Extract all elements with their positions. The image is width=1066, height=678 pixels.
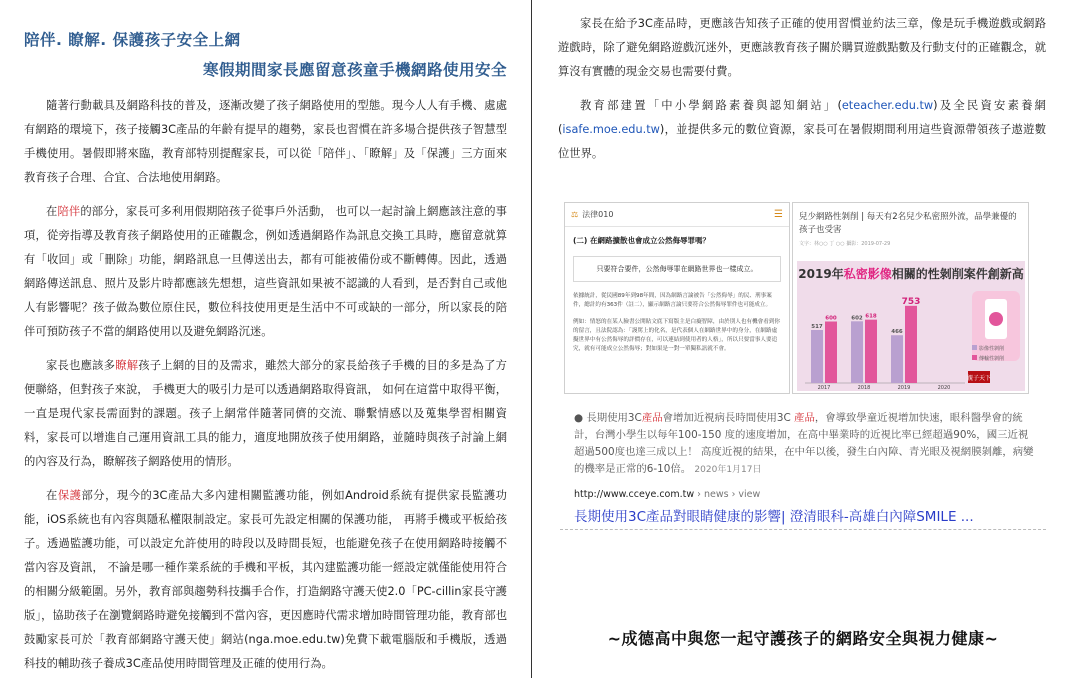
keyword-companion: 陪伴 <box>57 205 81 218</box>
legend-b-label: 傳輸性剝削 <box>979 356 1005 362</box>
keyword-protect: 保護 <box>57 489 82 502</box>
article-title: 陪伴. 瞭解. 保護孩子安全上網 <box>24 31 241 49</box>
chart-data-label: 600 <box>825 315 837 322</box>
legend-a-label: 影像性剝削 <box>979 346 1005 352</box>
chart-bar <box>825 322 837 384</box>
chart-data-label: 517 <box>811 324 823 331</box>
search-url[interactable]: http://www.cceye.com.tw › news › view <box>574 489 761 500</box>
law-question: (二) 在網路擴散也會成立公然侮辱罪嗎？ <box>573 236 710 245</box>
chart-bar <box>811 330 823 383</box>
chart-bar <box>905 306 917 383</box>
chart-svg <box>797 261 1025 391</box>
chart-bar <box>851 321 863 383</box>
chart-tick-label: 2020 <box>937 385 951 391</box>
chart-tick-label: 2018 <box>857 385 871 391</box>
paragraph-intro: 隨著行動載具及網路科技的普及，逐漸改變了孩子網路使用的型態。現今人人有手機、處處有網路的環境下，孩子接觸3C產品的年齡有提早的趨勢，家長也習慣在許多場合提供孩子智慧型手機使用。暑假即將來臨，教育部特別提醒家長，可以從「陪伴」、「瞭解」及「保護」三方面來教育孩子合理、合宜、合法地使用網路。 <box>24 99 507 184</box>
keyword-understand: 瞭解 <box>115 359 139 372</box>
chart-tick-label: 2019 <box>897 385 911 391</box>
phone-face-icon <box>989 312 1003 326</box>
legend-a-swatch <box>972 345 977 350</box>
law-body-1: 依據統計，從民國89年到98年間，因為網路言論被告「公然侮辱」的民、刑事案件，總計約有363件（註二），顯示網路言論只要符合公然侮辱罪件也可能成立。 <box>573 293 772 308</box>
chart-title: 2019年私密影像相關的性剝削案件創新高 <box>798 267 1024 281</box>
stat-chart <box>797 261 1025 391</box>
chart-bar <box>891 335 903 383</box>
exploitation-stat-image <box>792 202 1029 394</box>
legend-b-swatch <box>972 355 977 360</box>
stat-byline: 文字：林○○ 丁 ○○ 攝影：2019-07-29 <box>799 241 891 247</box>
chart-tick-label: 2017 <box>817 385 831 391</box>
isafe-link[interactable]: isafe.moe.edu.tw <box>562 123 660 136</box>
chart-data-label: 602 <box>851 315 863 322</box>
bullet-icon: ● <box>574 412 587 424</box>
law-article-image <box>564 202 790 394</box>
stat-headline: 兒少網路性剝削 | 每天有2名兒少私密照外流，品學兼優的孩子也受害 <box>799 212 1017 235</box>
left-column <box>0 0 531 678</box>
paragraph-rules: 家長在給予3C產品時，更應該告知孩子正確的使用習慣並約法三章，像是玩手機遊戲或網路遊戲時，除了避免網路遊戲沉迷外，更應該教育孩子關於購買遊戲點數及行動支付的正確觀念，就算沒有實體的現金交易也需要付費。 <box>558 17 1046 78</box>
law-logo-text: 法律010 <box>582 210 614 219</box>
chart-bar <box>865 320 877 383</box>
search-snippet: ● 長期使用3C產品會增加近視病長時間使用3C 產品，會導致學童近視增加快速，眼科醫學會的統計，台灣小學生以每年100-150 度的速度增加，在高中畢業時的近視比率已經超過90%，國三近視超過500度也達三成以上！ 高度近視的結果，在中年以後，發生白內障、青光眼及視網膜剝離，病變的機率是正常的6-10倍。 2020年1月17日 <box>574 412 1034 475</box>
column-divider <box>531 0 532 678</box>
law-logo-icon: ⚖ <box>571 210 579 219</box>
badge-text: 親子天下 <box>966 375 992 382</box>
search-result <box>560 398 1046 530</box>
eteacher-link[interactable]: eteacher.edu.tw <box>841 99 934 112</box>
article-subtitle: 寒假期間家長應留意孩童手機網路使用安全 <box>202 61 507 79</box>
menu-icon: ☰ <box>774 209 783 220</box>
search-result-title-link[interactable]: 長期使用3C產品對眼睛健康的影響| 澄清眼科-高雄白內障SMILE ... <box>574 509 974 525</box>
chart-data-label: 466 <box>891 329 903 336</box>
right-column <box>534 0 1066 678</box>
paragraph-understand: 家長也應該多瞭解孩子上網的目的及需求，雖然大部分的家長給孩子手機的目的多是為了方便聯絡，但對孩子來說， 手機更大的吸引力是可以透過網路取得資訊， 如何在這當中取得平衡，一直是現代家長需面對的課題。孩子上網常伴隨著同儕的交流、聯繫情感以及蒐集學習相關資料，家長可以增進自己運用資訊工具的能力，適度地開放孩子使用網路，並隨時與孩子討論上網的內容及行為，瞭解孩子網路使用的情形。 <box>24 359 507 468</box>
chart-data-label: 618 <box>865 313 877 320</box>
closing-slogan: ~成德高中與您一起守護孩子的網路安全與視力健康~ <box>607 629 999 648</box>
chart-data-label: 753 <box>901 296 921 307</box>
paragraph-companion: 在陪伴的部分，家長可多利用假期陪孩子從事戶外活動， 也可以一起討論上網應該注意的事項，從旁指導及教育孩子網路使用的正確觀念，例如透過網路作為訊息交換工具時，應留意就算有「收回」或「刪除」功能，網路訊息一旦傳送出去，都有可能被備份或不斷轉傳。因此，透過網路傳送訊息、照片及影片時都應該先想想，這些資訊如果被不認識的人看到，是否對自己或他人有影響呢？孩子做為數位原住民，數位科技使用更是生活中不可或缺的一部分，所以家長的陪伴可預防孩子不當的網路使用以及避免網路沉迷。 <box>24 205 507 338</box>
paragraph-resources: 教育部建置「中小學網路素養與認知網站」(eteacher.edu.tw)及全民資安素養網(isafe.moe.edu.tw)，並提供多元的數位資源，家長可在暑假期間利用這些資源帶領孩子遨遊數位世界。 <box>558 99 1046 160</box>
law-body-2: 例如：情怒的在某人臉書公開貼文底下寫版主是白癡智障，由於別人也有機會看到你的留言，且法院認為：「謾罵上的化名，是代表個人在網路世界中的身分，在網路虛擬世界中有公然侮辱的評價存在，可以連結到使用者的人格」，所以只要當事人要追究，就有可能成立公然侮辱；對如果是一對一單獨私訊就不會。 <box>573 319 780 352</box>
paragraph-protect: 在保護部分，現今的3C產品大多內建相關監護功能，例如Android系統有提供家長監護功能，iOS系統也有內容與隱私權限制設定。家長可先設定相關的保護功能， 再將手機或平板給孩子。透過監護功能，可以設定允許使用的時段以及時間長短，也能避免孩子在使用網路時接觸不當內容及資訊， 不論是哪一種作業系統的手機和平板，其內建監護功能一經設定就僅能使用符合的相關分級範圍。另外，教育部與趨勢科技攜手合作，打造網路守護天使2.0「PC-cillin家長守護版」，協助孩子在瀏覽網路時避免接觸到不當內容，更因應時代需求增加時間管理功能，教育部也鼓勵家長可於「教育部網路守護天使」網站(nga.moe.edu.tw)免費下載電腦版和手機版，透過科技的輔助孩子養成3C產品使用時間管理及正確的使用行為。 <box>24 489 507 670</box>
law-answer-box: 只要符合要件，公然侮辱罪在網路世界也一樣成立。 <box>573 256 781 282</box>
snippet-date: 2020年1月17日 <box>694 465 762 475</box>
